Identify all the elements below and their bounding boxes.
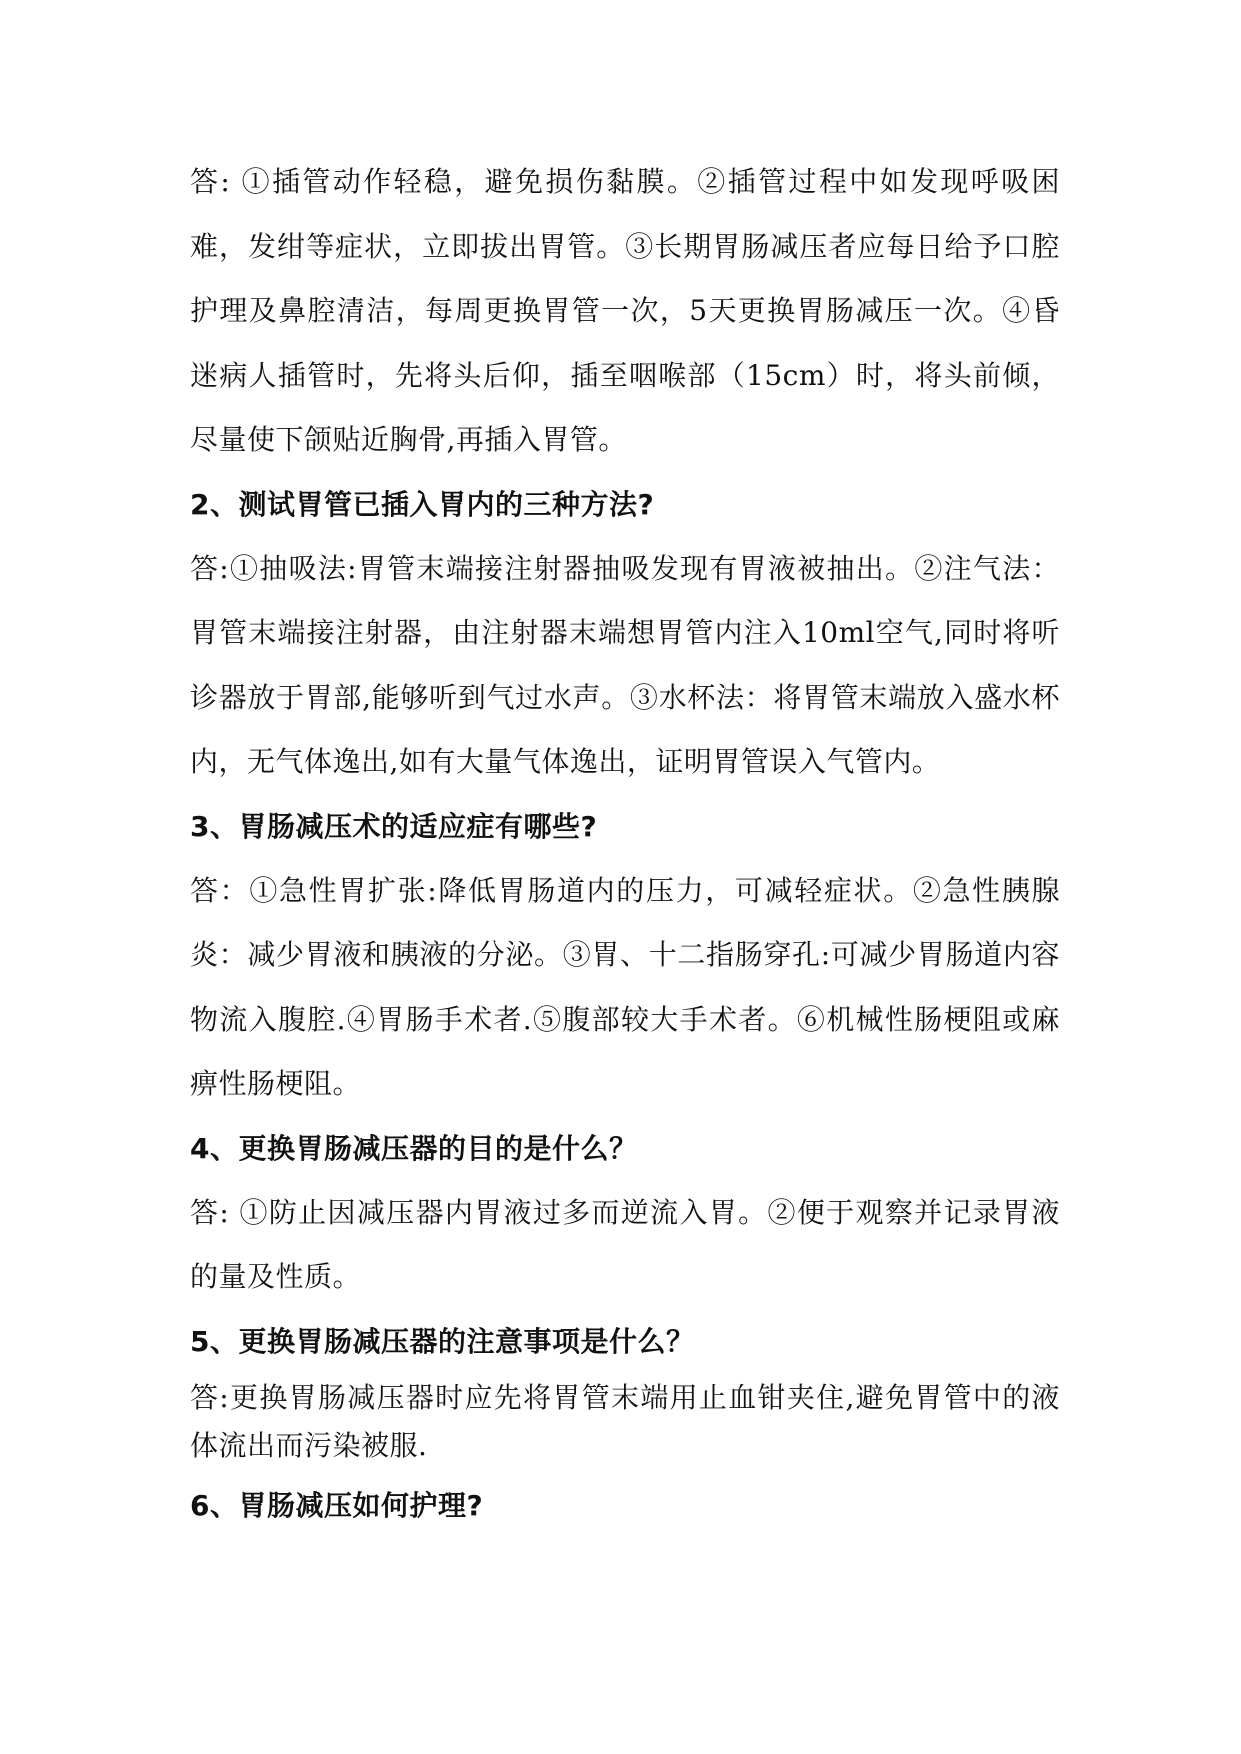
- answer-3: 答：①急性胃扩张:降低胃肠道内的压力，可减轻症状。②急性胰腺炎：减少胃液和胰液的分泌。③胃、十二指肠穿孔:可减少胃肠道内容物流入腹腔.④胃肠手术者.⑤腹部较大手术者。⑥机械性肠梗阻或麻痹性肠梗阻。: [190, 873, 1060, 1100]
- question-5: 5、更换胃肠减压器的注意事项是什么？: [190, 1324, 695, 1358]
- question-6: 6、胃肠减压如何护理?: [190, 1488, 484, 1522]
- document-page: [190, 150, 1060, 1538]
- question-4: 4、更换胃肠减压器的目的是什么？: [190, 1131, 638, 1165]
- answer-1: 答: ①插管动作轻稳，避免损伤黏膜。②插管过程中如发现呼吸困难，发绀等症状，立即拔出胃管。③长期胃肠减压者应每日给予口腔护理及鼻腔清洁，每周更换胃管一次，5天更换胃肠减压一次。④昏迷病人插管时，先将头后仰，插至咽喉部（15cm）时，将头前倾，尽量使下颌贴近胸骨,再插入胃管。: [190, 165, 1060, 456]
- answer-5: 答:更换胃肠减压器时应先将胃管末端用止血钳夹住,避免胃管中的液体流出而污染被服.: [190, 1380, 1060, 1462]
- answer-4: 答: ①防止因减压器内胃液过多而逆流入胃。②便于观察并记录胃液的量及性质。: [190, 1195, 1060, 1293]
- question-2: 2、测试胃管已插入胃内的三种方法?: [190, 487, 655, 521]
- question-3: 3、胃肠减压术的适应症有哪些?: [190, 809, 598, 843]
- answer-2: 答:①抽吸法:胃管末端接注射器抽吸发现有胃液被抽出。②注气法：胃管末端接注射器，由注射器末端想胃管内注入10ml空气,同时将听诊器放于胃部,能够听到气过水声。③水杯法：将胃管末端放入盛水杯内，无气体逸出,如有大量气体逸出，证明胃管误入气管内。: [190, 551, 1060, 778]
